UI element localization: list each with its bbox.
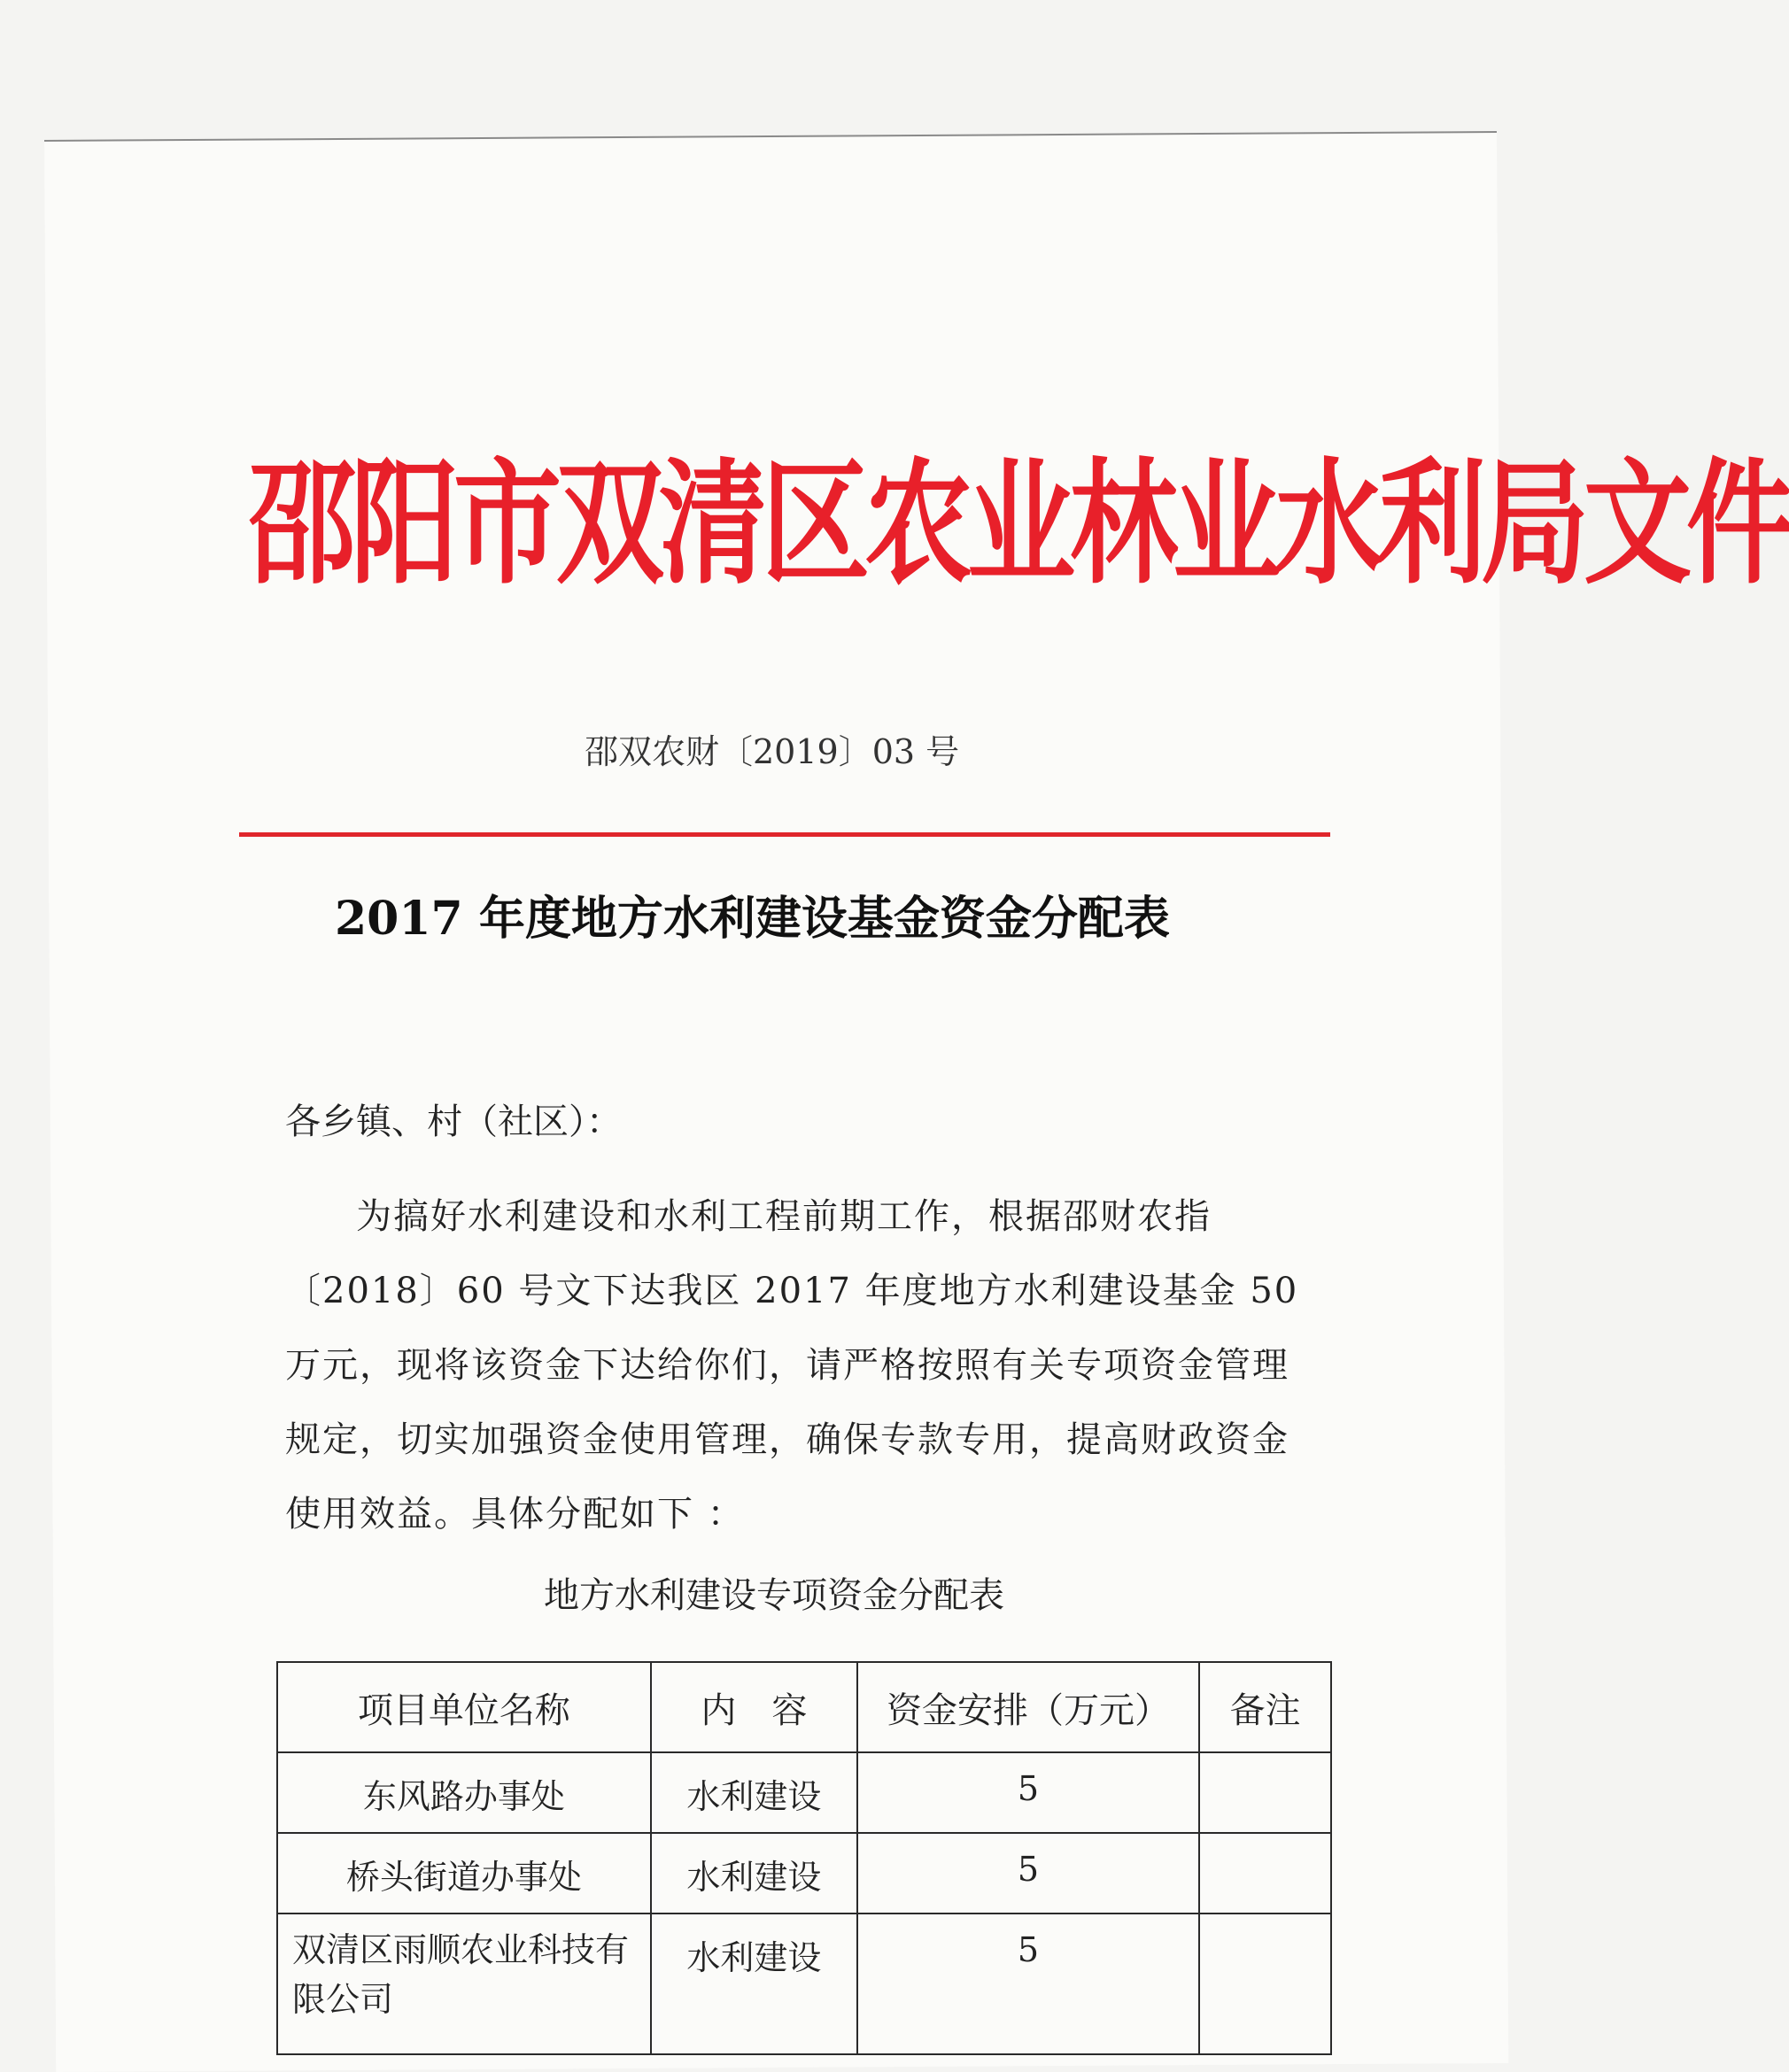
header-unit-name: 项目单位名称 [277, 1662, 651, 1752]
table-row [277, 1914, 1331, 2054]
content-cell: 水利建设 [651, 1752, 857, 1833]
content-cell: 水利建设 [651, 1914, 857, 2054]
agency-title: 邵阳市双清区农业林业水利局文件 [248, 445, 1789, 603]
body-paragraph: 为搞好水利建设和水利工程前期工作，根据邵财农指〔2018〕60 号文下达我区 2017 年度地方水利建设基金 50 万元，现将该资金下达给你们，请严格按照有关专项资金管理规定，切实加强资金使用管理，确保专款专用，提高财政资金使用效益。具体分配如下 ： [285, 1196, 1299, 1535]
header-content: 内 容 [651, 1662, 857, 1752]
table-row [277, 1752, 1331, 1833]
unit-name-cell: 双清区雨顺农业科技有限公司 [277, 1914, 651, 2054]
header-amount: 资金安排（万元） [857, 1662, 1199, 1752]
amount-cell: 5 [857, 1914, 1199, 2054]
amount-cell: 5 [857, 1752, 1199, 1833]
amount-cell: 5 [857, 1833, 1199, 1914]
content-cell: 水利建设 [651, 1833, 857, 1914]
document-number: 邵双农财〔2019〕03 号 [585, 732, 960, 771]
table-caption: 地方水利建设专项资金分配表 [544, 1575, 1004, 1616]
note-cell [1199, 1752, 1331, 1833]
unit-name-cell: 东风路办事处 [277, 1752, 651, 1833]
header-note: 备注 [1199, 1662, 1331, 1752]
document-heading: 2017 年度地方水利建设基金资金分配表 [335, 892, 1170, 946]
red-divider [239, 832, 1330, 837]
unit-name-cell: 桥头街道办事处 [277, 1833, 651, 1914]
allocation-table [276, 1661, 1332, 2055]
note-cell [1199, 1833, 1331, 1914]
table-row [277, 1833, 1331, 1914]
table-header-row [277, 1662, 1331, 1752]
note-cell [1199, 1914, 1331, 2054]
salutation: 各乡镇、村（社区）： [285, 1102, 622, 1142]
